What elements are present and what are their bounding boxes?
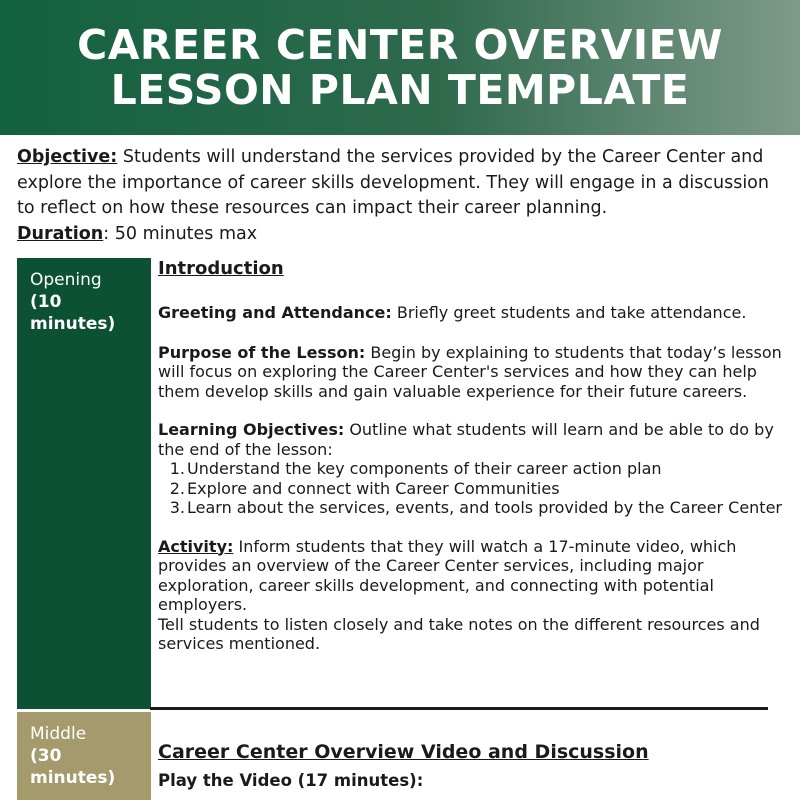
opening-duration: (10 minutes) (30, 292, 116, 334)
list-item (158, 498, 783, 518)
objective-label: Objective: (17, 147, 118, 167)
play-video-label: Play the Video (17 minutes): (158, 771, 424, 790)
list-text: Explore and connect with Career Communities (187, 478, 560, 498)
page-title-line-2: LESSON PLAN TEMPLATE (110, 65, 690, 114)
activity-label: Activity: (158, 536, 234, 556)
page-title-line-1: CAREER CENTER OVERVIEW (77, 20, 723, 69)
greeting-paragraph (158, 303, 783, 323)
middle-section (158, 740, 783, 791)
duration-label: Duration (17, 223, 104, 244)
video-discussion-heading: Career Center Overview Video and Discussion (158, 741, 649, 763)
list-number: 3. (169, 498, 185, 517)
middle-duration-line-1: (30 (30, 746, 62, 766)
objective-paragraph (17, 145, 787, 222)
page-title (77, 20, 723, 114)
list-number: 2. (169, 478, 185, 498)
purpose-label: Purpose of the Lesson: (158, 342, 366, 362)
middle-label: Middle (30, 724, 87, 744)
duration-text: : 50 minutes max (103, 223, 258, 244)
section-divider (150, 707, 768, 710)
objectives-text: Outline what students will learn and be able to do by the end of the lesson: (158, 420, 774, 459)
list-text: Learn about the services, events, and tools provided by the Career Center (187, 498, 782, 517)
activity-paragraph (158, 537, 783, 615)
purpose-paragraph (158, 343, 783, 402)
introduction-heading: Introduction (158, 258, 284, 279)
list-number: 1. (169, 459, 185, 478)
middle-duration-line-2: minutes) (30, 768, 116, 788)
middle-phase-label (17, 712, 151, 800)
objectives-paragraph (158, 420, 783, 459)
objectives-label: Learning Objectives: (158, 420, 345, 439)
opening-label: Opening (30, 270, 102, 290)
activity-text: Inform students that they will watch a 17-minute video, which provides an overview of the Career Center services, including major exploration, career skills development, and connecting with potential employers. (158, 536, 737, 614)
page-header (0, 0, 800, 135)
opening-section (158, 258, 783, 654)
greeting-label: Greeting and Attendance: (158, 303, 392, 322)
list-item (158, 479, 783, 499)
list-text: Understand the key components of their career action plan (187, 459, 662, 478)
duration-paragraph (17, 222, 787, 248)
objectives-list (158, 459, 783, 518)
list-item (158, 459, 783, 479)
objective-text: Students will understand the services provided by the Career Center and explore the importance of career skills development. They will engage in a discussion to reflect on how these resources can impact their career planning. (17, 147, 769, 218)
opening-phase-label (17, 258, 151, 709)
lesson-intro (17, 145, 787, 247)
purpose-text: Begin by explaining to students that today’s lesson will focus on exploring the Career Center's services and how they can help them develop skills and gain valuable experience for their future careers. (158, 342, 782, 401)
activity-instructions: Tell students to listen closely and take notes on the different resources and services mentioned. (158, 614, 760, 653)
greeting-text: Briefly greet students and take attendance. (391, 303, 747, 322)
